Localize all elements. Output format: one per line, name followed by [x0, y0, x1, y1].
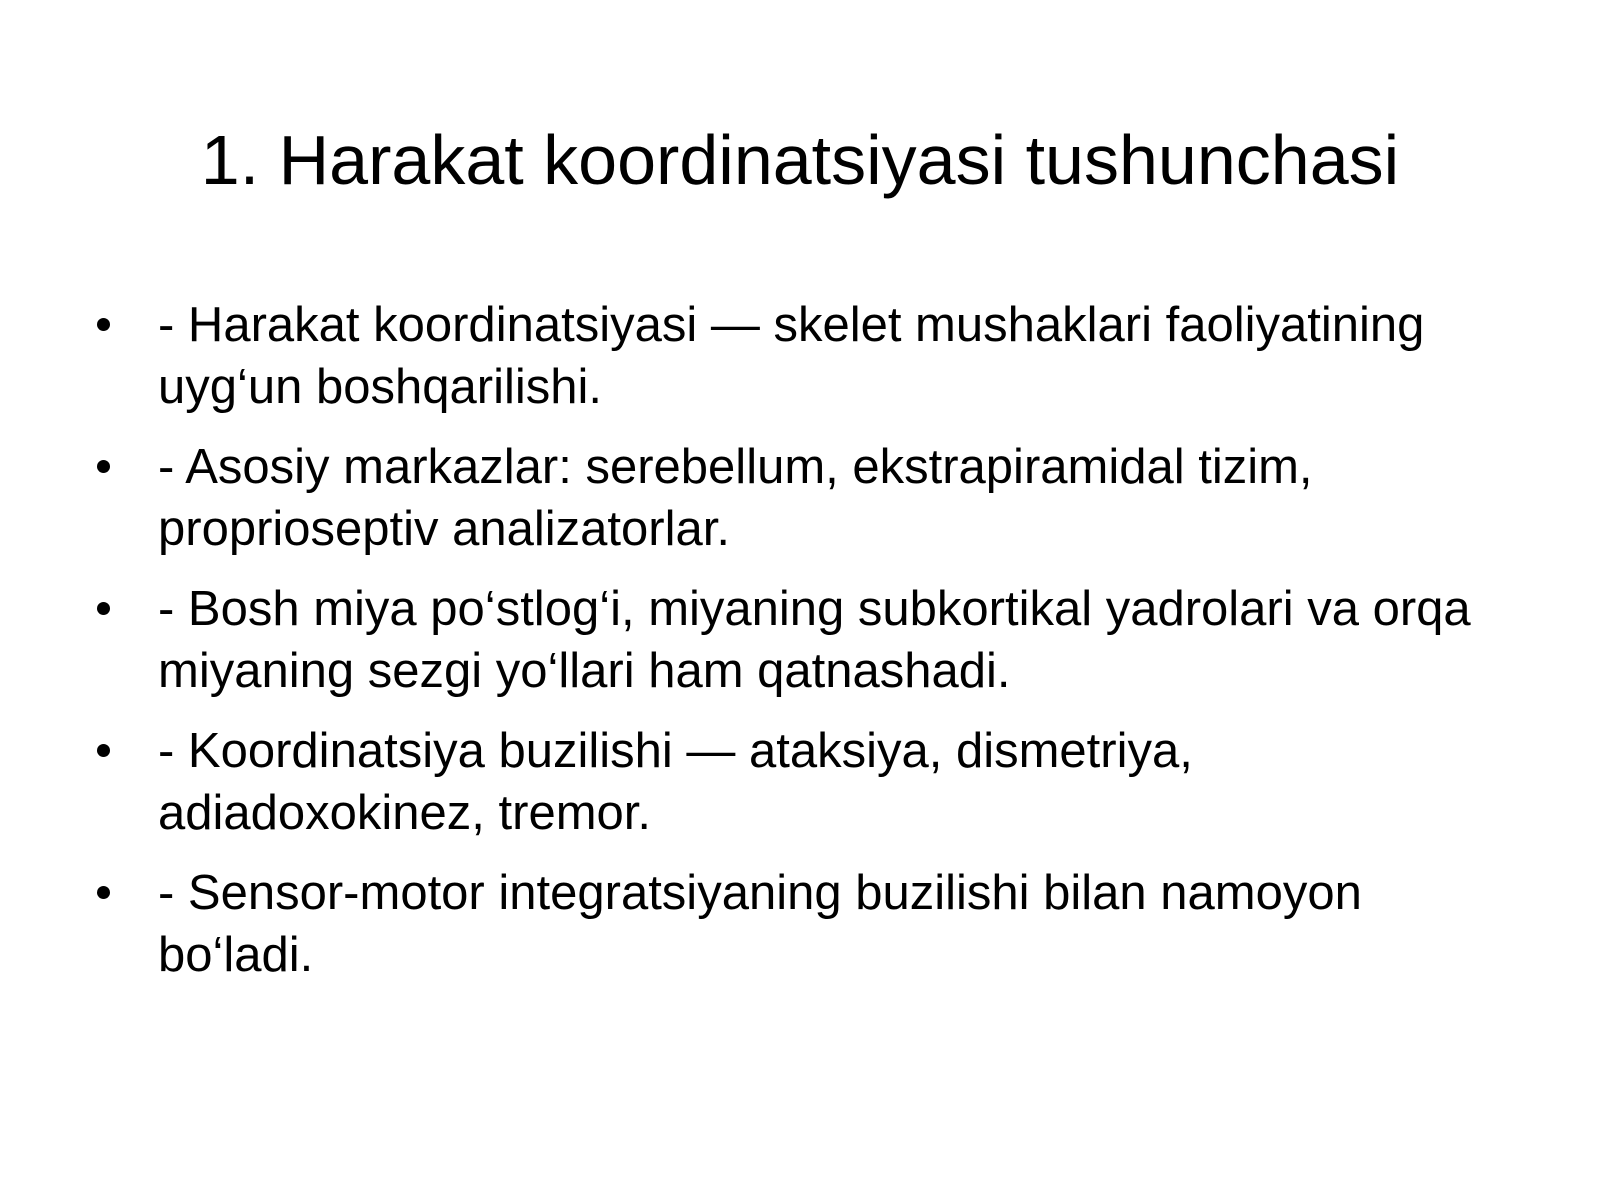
bullet-item-1 — [90, 294, 1520, 418]
bullet-item-3 — [90, 578, 1520, 702]
bullet-dot-icon — [97, 744, 110, 757]
bullet-item-4 — [90, 720, 1520, 844]
bullet-item-5 — [90, 862, 1520, 986]
bullet-list — [90, 294, 1520, 1004]
bullet-text: - Sensor-motor integratsiyaning buzilishi bilan namoyon bo‘ladi. — [158, 866, 1362, 982]
bullet-dot-icon — [97, 460, 110, 473]
bullet-dot-icon — [97, 886, 110, 899]
bullet-text: - Koordinatsiya buzilishi — ataksiya, dismetriya, adiadoxokinez, tremor. — [158, 724, 1193, 840]
bullet-dot-icon — [97, 602, 110, 615]
bullet-dot-icon — [97, 318, 110, 331]
bullet-text: - Harakat koordinatsiyasi — skelet mushaklari faoliyatining uyg‘un boshqarilishi. — [158, 298, 1425, 414]
bullet-item-2 — [90, 436, 1520, 560]
bullet-text: - Asosiy markazlar: serebellum, ekstrapiramidal tizim, proprioseptiv analizatorlar. — [158, 440, 1313, 556]
bullet-text: - Bosh miya po‘stlog‘i, miyaning subkortikal yadrolari va orqa miyaning sezgi yo‘llari ham qatnashadi. — [158, 582, 1471, 698]
slide-title: 1. Harakat koordinatsiyasi tushunchasi — [200, 121, 1400, 199]
